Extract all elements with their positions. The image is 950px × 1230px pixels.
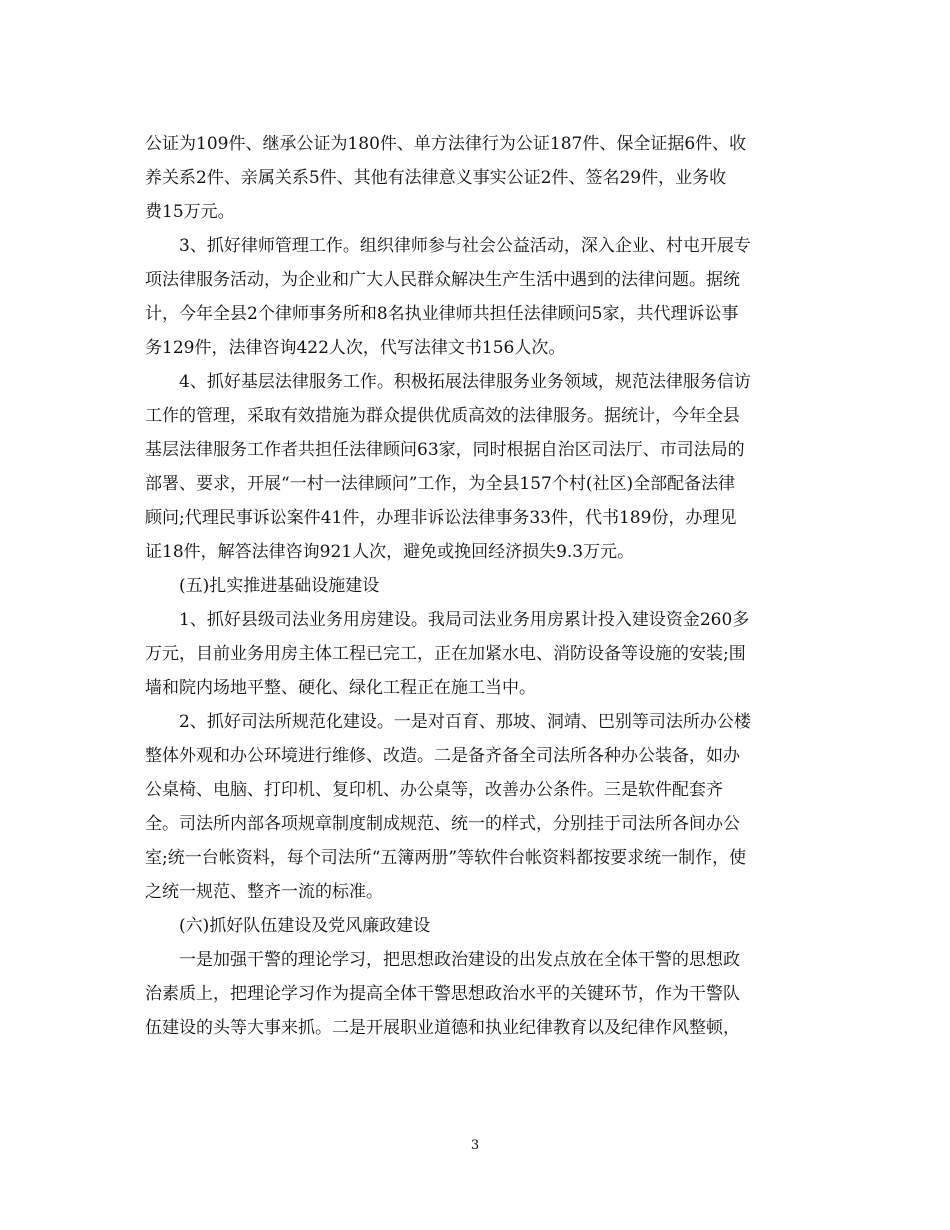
text-line: 整体外观和办公环境进行维修、改造。二是备齐备全司法所各种办公装备，如办 (145, 746, 740, 766)
text-line: 之统一规范、整齐一流的标准。 (145, 882, 383, 902)
paragraph (145, 603, 820, 705)
text-line: 务129件，法律咨询422人次，代写法律文书156人次。 (145, 338, 566, 358)
text-line: 公桌椅、电脑、打印机、复印机、办公桌等，改善办公条件。三是软件配套齐 (145, 780, 723, 800)
text-line: 证18件，解答法律咨询921人次，避免或挽回经济损失9.3万元。 (145, 542, 635, 562)
document-body (145, 127, 820, 1045)
paragraph (145, 705, 820, 909)
paragraph (145, 909, 820, 943)
text-line: 室;统一台帐资料，每个司法所“五簿两册”等软件台帐资料都按要求统一制作，使 (145, 848, 747, 868)
text-line: 2、抓好司法所规范化建设。一是对百育、那坡、洞靖、巴别等司法所办公楼 (179, 712, 751, 732)
paragraph (145, 127, 820, 229)
text-line: 项法律服务活动，为企业和广大人民群众解决生产生活中遇到的法律问题。据统 (145, 270, 740, 290)
text-line: 计，今年全县2个律师事务所和8名执业律师共担任法律顾问5家，共代理诉讼事 (145, 304, 739, 324)
paragraph (145, 365, 820, 569)
text-line: 万元，目前业务用房主体工程已完工，正在加紧水电、消防设备等设施的安装;围 (145, 644, 746, 664)
text-line: 部署、要求，开展“一村一法律顾问”工作，为全县157个村(社区)全部配备法律 (145, 474, 736, 494)
paragraph (145, 943, 820, 1045)
paragraph (145, 229, 820, 365)
page-number: 3 (470, 1138, 480, 1153)
text-line: 4、抓好基层法律服务工作。积极拓展法律服务业务领域，规范法律服务信访 (179, 372, 751, 392)
text-line: (五)扎实推进基础设施建设 (179, 576, 380, 596)
text-line: 3、抓好律师管理工作。组织律师参与社会公益活动，深入企业、村屯开展专 (179, 236, 751, 256)
text-line: 一是加强干警的理论学习，把思想政治建设的出发点放在全体干警的思想政 (179, 950, 740, 970)
text-line: 养关系2件、亲属关系5件、其他有法律意义事实公证2件、签名29件，业务收 (145, 168, 727, 188)
text-line: 基层法律服务工作者共担任法律顾问63家，同时根据自治区司法厅、市司法局的 (145, 440, 745, 460)
text-line: 1、抓好县级司法业务用房建设。我局司法业务用房累计投入建设资金260多 (179, 610, 750, 630)
text-line: 伍建设的头等大事来抓。二是开展职业道德和执业纪律教育以及纪律作风整顿， (145, 1018, 740, 1038)
text-line: 墙和院内场地平整、硬化、绿化工程正在施工当中。 (145, 678, 536, 698)
text-line: 全。司法所内部各项规章制度制成规范、统一的样式，分别挂于司法所各间办公 (145, 814, 740, 834)
text-line: 公证为109件、继承公证为180件、单方法律行为公证187件、保全证据6件、收 (145, 134, 747, 154)
text-line: (六)抓好队伍建设及党风廉政建设 (179, 916, 431, 936)
paragraph (145, 569, 820, 603)
text-line: 费15万元。 (145, 202, 235, 222)
text-line: 治素质上，把理论学习作为提高全体干警思想政治水平的关键环节，作为干警队 (145, 984, 740, 1004)
text-line: 工作的管理，采取有效措施为群众提供优质高效的法律服务。据统计，今年全县 (145, 406, 740, 426)
text-line: 顾问;代理民事诉讼案件41件，办理非诉讼法律事务33件，代书189份，办理见 (145, 508, 737, 528)
